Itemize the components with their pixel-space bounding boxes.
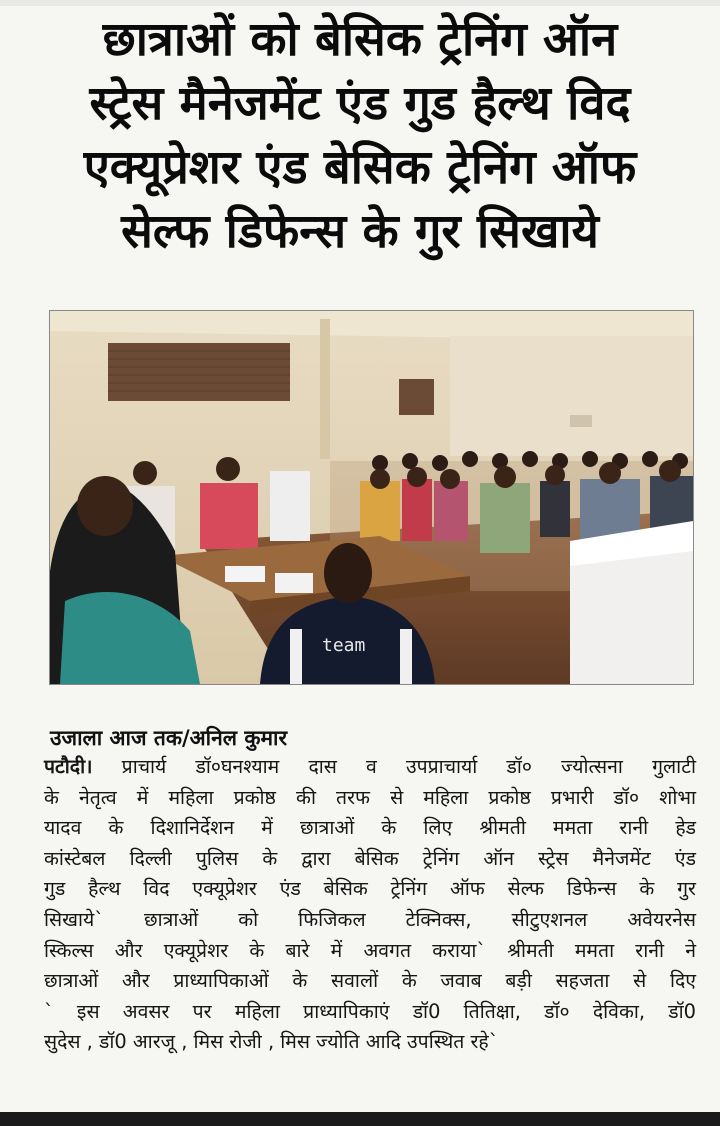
body-line: स्किल्स और एक्यूप्रेशर के बारे में अवगत कराया` श्रीमती ममता रानी ने [44, 938, 696, 962]
article-body [44, 752, 696, 1058]
body-line: यादव के दिशानिर्देशन में छात्राओं के लिए श्रीमती ममता रानी हेड [44, 816, 696, 840]
headline-line: सेल्फ डिफेन्स के गुर सिखाये [121, 204, 599, 259]
dateline: पटौदी। [44, 755, 93, 778]
headline-line: स्ट्रेस मैनेजमेंट एंड गुड हैल्थ विद [89, 76, 631, 131]
bottom-border [0, 1112, 720, 1126]
byline: उजाला आज तक/अनिल कुमार [50, 726, 288, 750]
body-line: के नेतृत्व में महिला प्रकोष्ठ की तरफ से महिला प्रकोष्ठ प्रभारी डॉ० शोभा [44, 785, 696, 809]
body-line: ` इस अवसर पर महिला प्राध्यापिकाएं डॉ0 तितिक्षा, डॉ० देविका, डॉ0 [44, 999, 696, 1023]
news-photo [49, 310, 694, 685]
body-line-text: प्राचार्य डॉ०घनश्याम दास व उपप्राचार्या डॉ० ज्योत्सना गुलाटी [92, 755, 696, 778]
headline-line: एक्यूप्रेशर एंड बेसिक ट्रेनिंग ऑफ [83, 140, 637, 195]
body-line [44, 752, 696, 783]
body-line: सुदेस , डॉ0 आरजू , मिस रोजी , मिस ज्योति आदि उपस्थित रहे` [44, 1030, 499, 1054]
jacket-logo-text: team [322, 635, 366, 656]
body-line: छात्राओं और प्राध्यापिकाओं के सवालों के जवाब बड़ी सहजता से दिए [44, 969, 696, 993]
classroom-photo-illustration [50, 311, 693, 684]
body-line: सिखाये` छात्राओं को फिजिकल टेक्निक्स, सीटुएशनल अवेयरनेस [44, 907, 696, 931]
body-line: कांस्टेबल दिल्ली पुलिस के द्वारा बेसिक ट्रेनिंग ऑन स्ट्रेस मैनेजमेंट एंड [44, 846, 696, 870]
body-line: गुड हैल्थ विद एक्यूप्रेशर एंड बेसिक ट्रेनिंग ऑफ सेल्फ डिफेन्स के गुर [44, 877, 696, 901]
headline-line: छात्राओं को बेसिक ट्रेनिंग ऑन [102, 12, 618, 67]
top-edge [0, 0, 720, 6]
headline [20, 8, 700, 264]
